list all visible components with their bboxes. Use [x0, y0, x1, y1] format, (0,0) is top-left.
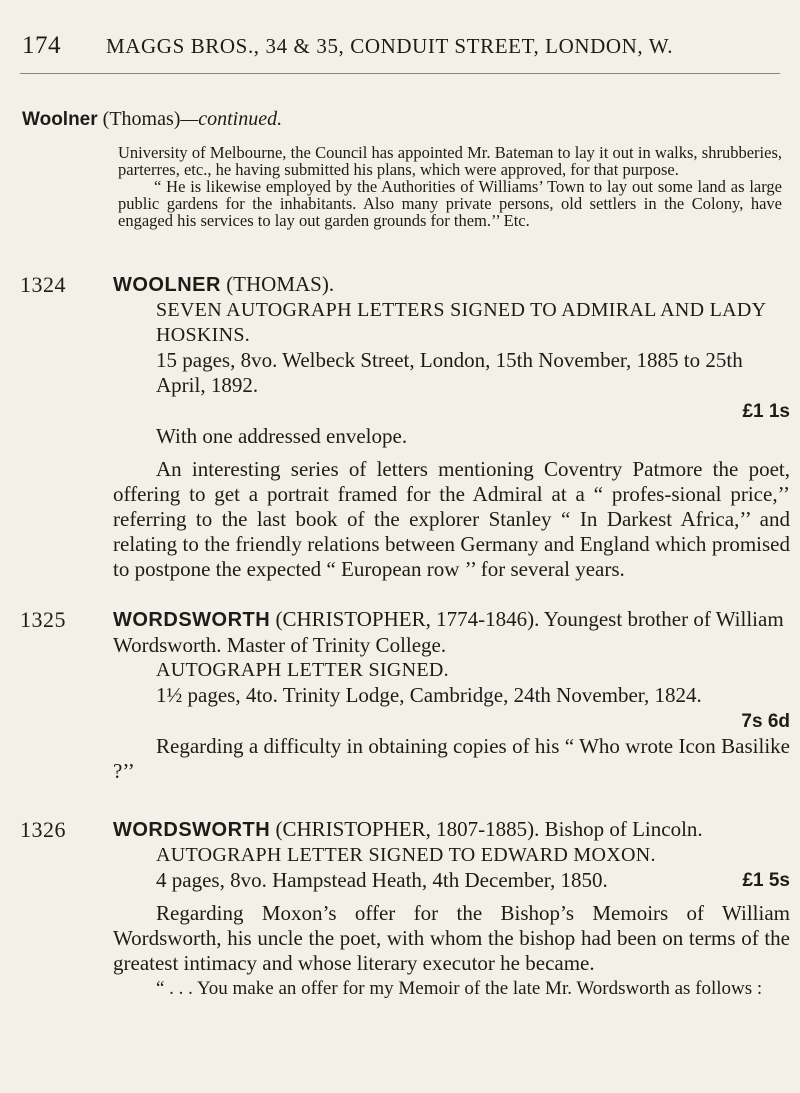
- page-header: [22, 32, 782, 62]
- lot-number: 1326: [20, 817, 66, 842]
- entry-note: An interesting series of letters mentioning Coventry Patmore the poet, offering to get a portrait framed for the Admiral at a “ profes-sional price,’’ referring to the last book of the explorer Stanley “ In Darkest Africa,’’ and relating to the friendly relations between Germany and England which promised to postpone the expected “ European row ’’ for several years.: [113, 457, 790, 581]
- entry-author-detail: (CHRISTOPHER, 1774-1846). Youngest brother of William Wordsworth. Master of Trinity College.: [113, 607, 784, 657]
- entry-quote: “ . . . You make an offer for my Memoir of the late Mr. Wordsworth as follows :: [156, 978, 763, 999]
- page-number: 174: [22, 32, 61, 59]
- entry-body: [113, 272, 790, 582]
- entry-price: £1 5s: [742, 870, 790, 891]
- entry-note: Regarding a difficulty in obtaining copies of his “ Who wrote Icon Basilike ?’’: [113, 734, 790, 783]
- entry-note: Regarding Moxon’s offer for the Bishop’s Memoirs of William Wordsworth, his uncle the poet, with whom the bishop had been on terms of the greatest intimacy and whose literary executor he became.: [113, 901, 790, 975]
- continued-author: Woolner: [22, 109, 98, 130]
- continued-paragraph-2: “ He is likewise employed by the Authorities of Williams’ Town to lay out some land as large public gardens for the inhabitants. Also many private persons, old settlers in the Colony, have engaged his services to lay out garden grounds for them.’’ Etc.: [118, 177, 782, 230]
- entry-title: AUTOGRAPH LETTER SIGNED TO EDWARD MOXON.: [156, 844, 656, 866]
- entry-price: £1 1s: [742, 401, 790, 422]
- lot-number: 1324: [20, 272, 66, 297]
- entry-author-detail: (CHRISTOPHER, 1807-1885). Bishop of Lincoln.: [275, 817, 703, 841]
- entry-description: 4 pages, 8vo. Hampstead Heath, 4th December, 1850.: [156, 868, 608, 892]
- continued-paragraph-1: University of Melbourne, the Council has appointed Mr. Bateman to lay it out in walks, shrubberies, parterres, etc., he having submitted his plans, which were approved, for that purpose.: [118, 143, 782, 179]
- continued-name: (Thomas): [102, 108, 181, 130]
- continued-text: [118, 144, 782, 229]
- entry-author: WORDSWORTH: [113, 609, 271, 631]
- entry-author-detail: (THOMAS).: [226, 272, 335, 296]
- entry-description: 15 pages, 8vo. Welbeck Street, London, 15th November, 1885 to 25th April, 1892.: [156, 348, 743, 397]
- lot-number: 1325: [20, 607, 66, 632]
- continued-heading: [22, 108, 282, 131]
- entry-description: 1½ pages, 4to. Trinity Lodge, Cambridge, 24th November, 1824.: [156, 683, 702, 707]
- entry-extra: With one addressed envelope.: [156, 424, 408, 448]
- running-title: MAGGS BROS., 34 & 35, CONDUIT STREET, LONDON, W.: [106, 34, 674, 58]
- entry-title: AUTOGRAPH LETTER SIGNED.: [156, 659, 449, 681]
- entry-price: 7s 6d: [741, 711, 790, 732]
- entry-body: [113, 817, 790, 1001]
- entry-title: SEVEN AUTOGRAPH LETTERS SIGNED TO ADMIRAL AND LADY HOSKINS.: [156, 299, 766, 346]
- continued-suffix: —continued.: [180, 108, 283, 130]
- header-rule: [20, 73, 780, 74]
- entry-author: WORDSWORTH: [113, 819, 271, 841]
- entry-body: [113, 607, 790, 784]
- entry-author: WOOLNER: [113, 274, 221, 296]
